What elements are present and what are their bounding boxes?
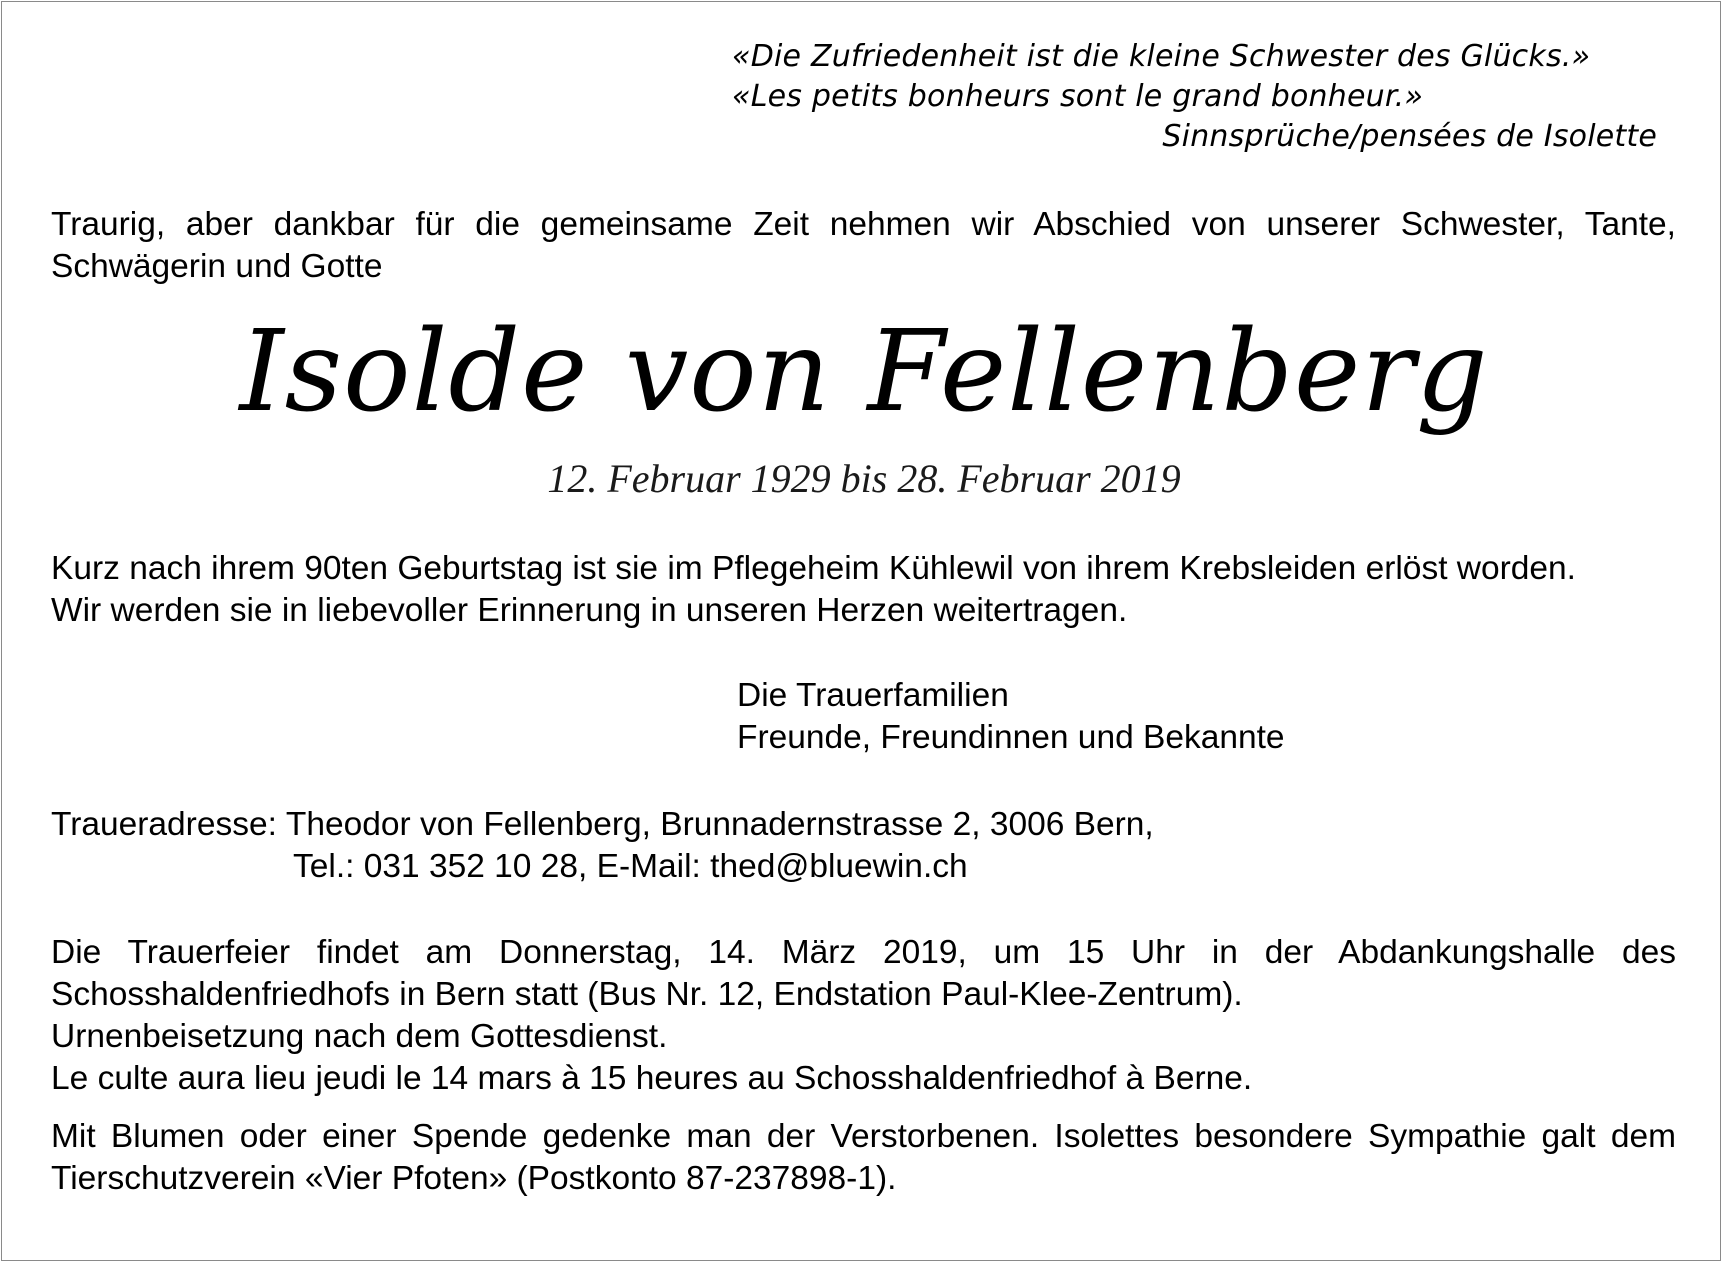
message-block — [51, 548, 1676, 632]
quote-german: «Die Zufriedenheit ist die kleine Schwester des Glücks.» — [732, 39, 1591, 74]
address-row — [51, 804, 1676, 846]
signatory-families: Die Trauerfamilien — [737, 677, 1009, 714]
urn-burial-line: Urnenbeisetzung nach dem Gottesdienst. — [51, 1018, 668, 1055]
deceased-name: Isolde von Fellenberg — [239, 307, 1489, 437]
donation-text: Mit Blumen oder einer Spende gedenke man der Verstorbenen. Isolettes besondere Sympathie galt dem Tierschutzverein «Vier Pfoten» (Postkonto 87-237898-1). — [51, 1118, 1676, 1197]
life-dates: 12. Februar 1929 bis 28. Februar 2019 — [547, 456, 1181, 501]
address-line-2: Tel.: 031 352 10 28, E-Mail: thed@bluewin.ch — [293, 848, 968, 885]
ceremony-paragraph: Die Trauerfeier findet am Donnerstag, 14. März 2019, um 15 Uhr in der Abdankungshalle des Schosshaldenfriedhofs in Bern statt (Bus Nr. 12, Endstation Paul-Klee-Zentrum). — [51, 934, 1676, 1013]
message-line-1: Kurz nach ihrem 90ten Geburtstag ist sie im Pflegeheim Kühlewil von ihrem Krebsleiden erlöst worden. — [51, 550, 1576, 587]
ceremony-block — [51, 932, 1676, 1100]
quote-french: «Les petits bonheurs sont le grand bonheur.» — [732, 79, 1424, 114]
address-block — [51, 804, 1676, 888]
intro-text: Traurig, aber dankbar für die gemeinsame Zeit nehmen wir Abschied von unserer Schwester, Tante, Schwägerin und Gotte — [51, 206, 1676, 285]
message-line-2: Wir werden sie in liebevoller Erinnerung in unseren Herzen weitertragen. — [51, 592, 1128, 629]
address-label: Traueradresse: — [51, 806, 277, 843]
motto-quotes — [732, 37, 1657, 157]
ceremony-french-line: Le culte aura lieu jeudi le 14 mars à 15 heures au Schosshaldenfriedhof à Berne. — [51, 1060, 1253, 1097]
signatory-friends: Freunde, Freundinnen und Bekannte — [737, 719, 1285, 756]
signatories-block — [51, 675, 1676, 759]
obituary-notice — [1, 1, 1721, 1261]
address-line-1: Theodor von Fellenberg, Brunnadernstrasse 2, 3006 Bern, — [285, 806, 1154, 843]
quote-attribution: Sinnsprüche/pensées de Isolette — [1162, 119, 1657, 154]
